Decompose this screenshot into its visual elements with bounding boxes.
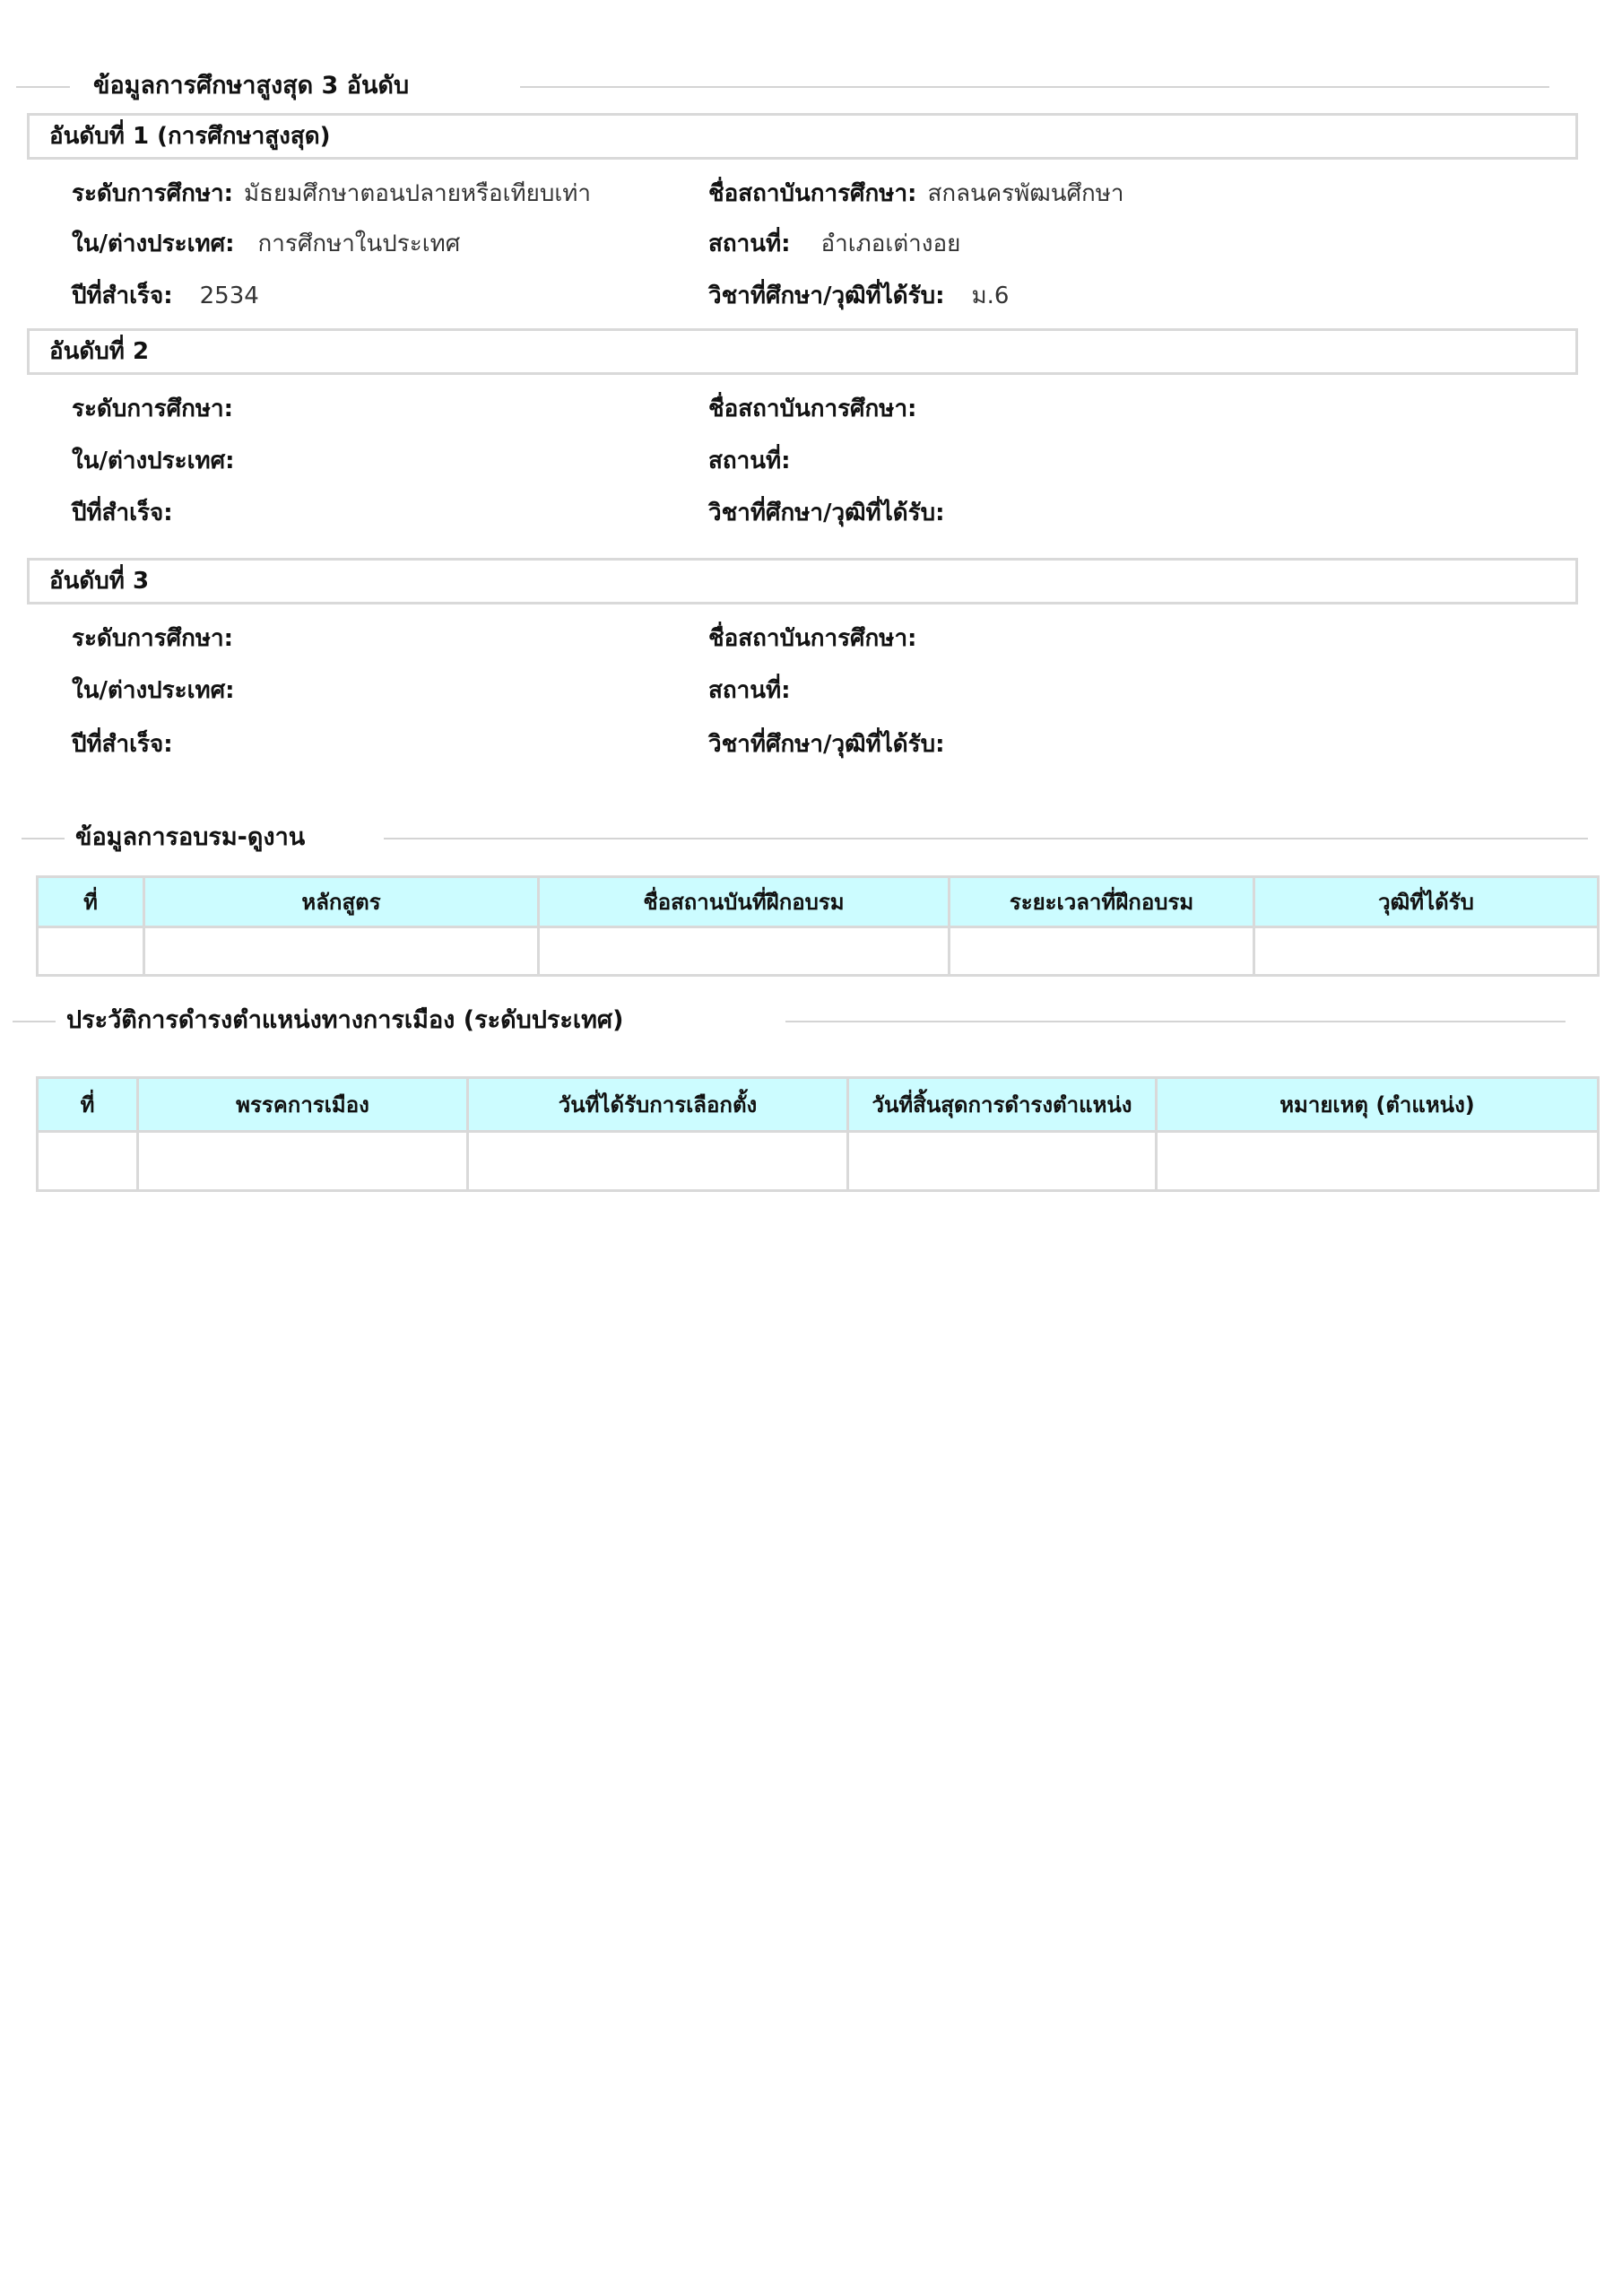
education-degree <box>708 726 956 762</box>
table-cell <box>539 927 950 976</box>
field-label: ใน/ต่างประเทศ: <box>72 448 235 474</box>
education-institution <box>708 621 927 657</box>
education-section-title: ข้อมูลการศึกษาสูงสุด 3 อันดับ <box>93 72 410 100</box>
table-header-row <box>38 1078 1599 1132</box>
col-header-end-date: วันที่สิ้นสุดการดำรงตำแหน่ง <box>848 1078 1157 1132</box>
field-label: ชื่อสถาบันการศึกษา: <box>708 625 917 652</box>
field-label: สถานที่: <box>708 448 791 474</box>
col-header-index: ที่ <box>38 877 144 927</box>
table-cell <box>138 1132 468 1191</box>
rank-2-header <box>27 328 1578 375</box>
table-cell <box>848 1132 1157 1191</box>
col-header-institution: ชื่อสถานบันที่ฝึกอบรม <box>539 877 950 927</box>
training-table <box>36 875 1600 977</box>
field-value: ม.6 <box>971 283 1010 309</box>
table-cell <box>38 1132 138 1191</box>
education-year <box>72 726 184 762</box>
col-header-party: พรรคการเมือง <box>138 1078 468 1132</box>
education-place <box>708 673 802 709</box>
education-place <box>708 226 960 262</box>
education-location-type <box>72 226 460 262</box>
education-institution <box>708 176 1124 212</box>
training-section-title: ข้อมูลการอบรม-ดูงาน <box>75 823 306 851</box>
education-year <box>72 495 184 531</box>
field-label: ปีที่สำเร็จ: <box>72 283 173 309</box>
field-label: วิชาที่ศึกษา/วุฒิที่ได้รับ: <box>708 731 945 758</box>
divider <box>785 1021 1566 1022</box>
field-label: ชื่อสถาบันการศึกษา: <box>708 180 917 207</box>
field-value: สกลนครพัฒนศึกษา <box>927 180 1124 207</box>
field-label: วิชาที่ศึกษา/วุฒิที่ได้รับ: <box>708 283 945 309</box>
education-level <box>72 176 591 212</box>
divider <box>384 838 1588 839</box>
political-section-header <box>0 1003 1622 1039</box>
education-degree <box>708 495 956 531</box>
col-header-course: หลักสูตร <box>144 877 539 927</box>
education-level <box>72 391 244 427</box>
rank-title: อันดับที่ 3 <box>49 568 150 595</box>
field-label: ระดับการศึกษา: <box>72 180 234 207</box>
field-label: ใน/ต่างประเทศ: <box>72 677 235 704</box>
field-label: สถานที่: <box>708 677 791 704</box>
field-value: การศึกษาในประเทศ <box>257 230 461 257</box>
education-degree <box>708 278 1009 314</box>
field-label: ระดับการศึกษา: <box>72 396 234 422</box>
education-place <box>708 443 802 479</box>
rank-title: อันดับที่ 1 (การศึกษาสูงสุด) <box>49 123 331 150</box>
education-section-header <box>0 68 1622 104</box>
field-value: อำเภอเต่างอย <box>820 230 961 257</box>
field-label: ปีที่สำเร็จ: <box>72 731 173 758</box>
table-cell <box>38 927 144 976</box>
field-label: สถานที่: <box>708 230 791 257</box>
rank-1-header <box>27 113 1578 160</box>
field-label: ปีที่สำเร็จ: <box>72 500 173 526</box>
col-header-index: ที่ <box>38 1078 138 1132</box>
divider <box>22 838 65 839</box>
field-value: มัธยมศึกษาตอนปลายหรือเทียบเท่า <box>244 180 592 207</box>
table-cell <box>144 927 539 976</box>
table-cell <box>950 927 1254 976</box>
rank-title: อันดับที่ 2 <box>49 338 150 365</box>
divider <box>13 1021 56 1022</box>
divider <box>520 86 1549 88</box>
col-header-duration: ระยะเวลาที่ฝึกอบรม <box>950 877 1254 927</box>
col-header-remark: หมายเหตุ (ตำแหน่ง) <box>1157 1078 1599 1132</box>
education-level <box>72 621 244 657</box>
field-label: ใน/ต่างประเทศ: <box>72 230 235 257</box>
education-institution <box>708 391 927 427</box>
training-section-header <box>0 820 1622 856</box>
field-label: ระดับการศึกษา: <box>72 625 234 652</box>
table-cell <box>1254 927 1599 976</box>
political-section-title: ประวัติการดำรงตำแหน่งทางการเมือง (ระดับประเทศ) <box>66 1006 624 1034</box>
table-row <box>38 927 1599 976</box>
field-label: วิชาที่ศึกษา/วุฒิที่ได้รับ: <box>708 500 945 526</box>
field-value: 2534 <box>199 283 259 309</box>
col-header-qualification: วุฒิที่ได้รับ <box>1254 877 1599 927</box>
education-location-type <box>72 673 246 709</box>
rank-3-header <box>27 558 1578 604</box>
table-cell <box>1157 1132 1599 1191</box>
education-location-type <box>72 443 246 479</box>
table-cell <box>468 1132 848 1191</box>
table-header-row <box>38 877 1599 927</box>
political-table <box>36 1076 1600 1192</box>
education-year <box>72 278 259 314</box>
table-row <box>38 1132 1599 1191</box>
divider <box>16 86 70 88</box>
col-header-elected-date: วันที่ได้รับการเลือกตั้ง <box>468 1078 848 1132</box>
field-label: ชื่อสถาบันการศึกษา: <box>708 396 917 422</box>
